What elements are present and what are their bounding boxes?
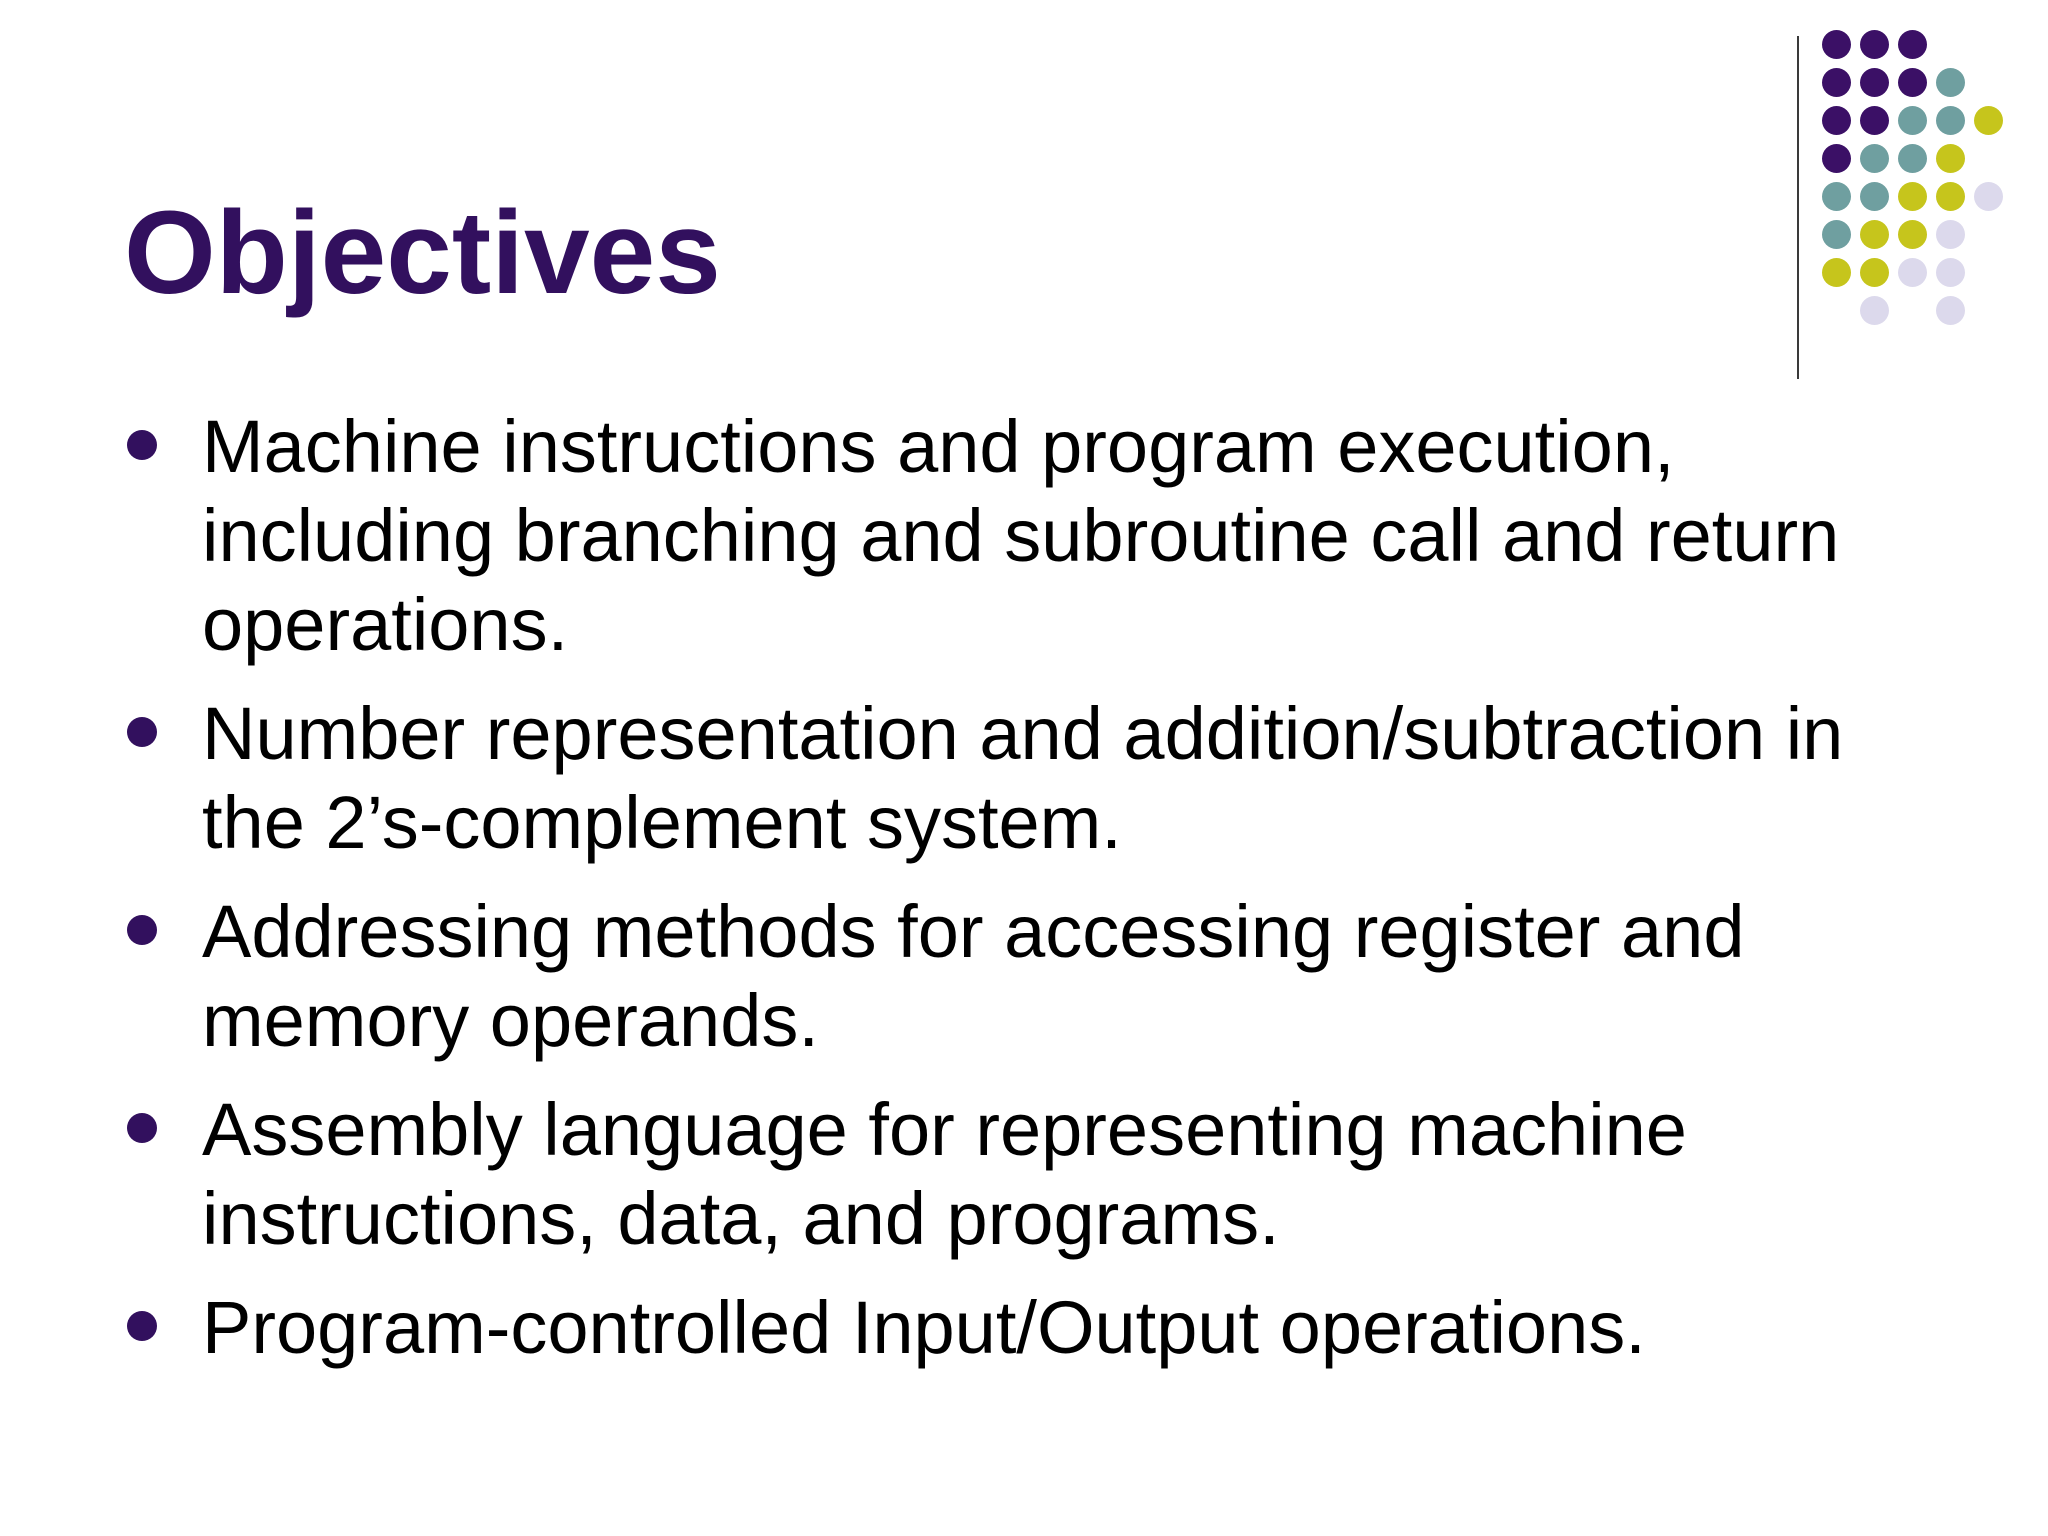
teal-dot-icon xyxy=(1860,144,1889,173)
teal-dot-icon xyxy=(1822,220,1851,249)
teal-dot-icon xyxy=(1898,106,1927,135)
purple-dot-icon xyxy=(1860,30,1889,59)
olive-dot-icon xyxy=(1974,106,2003,135)
olive-dot-icon xyxy=(1822,258,1851,287)
purple-dot-icon xyxy=(1860,106,1889,135)
bullet-item xyxy=(124,887,1924,1065)
decorative-dot-grid xyxy=(1822,30,2042,340)
olive-dot-icon xyxy=(1860,220,1889,249)
bullet-marker-icon xyxy=(127,717,157,747)
bullet-text: Machine instructions and program execution, including branching and subroutine call and return operations. xyxy=(202,405,1840,666)
purple-dot-icon xyxy=(1860,68,1889,97)
bullet-marker-icon xyxy=(127,1311,157,1341)
slide-title: Objectives xyxy=(124,187,721,319)
vertical-divider xyxy=(1797,36,1799,379)
teal-dot-icon xyxy=(1860,182,1889,211)
purple-dot-icon xyxy=(1822,144,1851,173)
bullet-text: Addressing methods for accessing register and memory operands. xyxy=(202,890,1745,1062)
purple-dot-icon xyxy=(1822,106,1851,135)
lavender-dot-icon xyxy=(1898,258,1927,287)
olive-dot-icon xyxy=(1860,258,1889,287)
bullet-marker-icon xyxy=(127,915,157,945)
olive-dot-icon xyxy=(1898,220,1927,249)
teal-dot-icon xyxy=(1936,106,1965,135)
bullet-text: Number representation and addition/subtraction in the 2’s-complement system. xyxy=(202,692,1844,864)
purple-dot-icon xyxy=(1898,30,1927,59)
lavender-dot-icon xyxy=(1974,182,2003,211)
bullet-item xyxy=(124,1085,1924,1263)
bullet-text: Program-controlled Input/Output operations. xyxy=(202,1286,1646,1369)
bullet-marker-icon xyxy=(127,1113,157,1143)
teal-dot-icon xyxy=(1936,68,1965,97)
lavender-dot-icon xyxy=(1936,296,1965,325)
bullet-item xyxy=(124,1283,1924,1372)
lavender-dot-icon xyxy=(1860,296,1889,325)
teal-dot-icon xyxy=(1822,182,1851,211)
lavender-dot-icon xyxy=(1936,258,1965,287)
bullet-list xyxy=(124,402,1924,1392)
lavender-dot-icon xyxy=(1936,220,1965,249)
olive-dot-icon xyxy=(1936,182,1965,211)
purple-dot-icon xyxy=(1822,68,1851,97)
bullet-item xyxy=(124,402,1924,669)
bullet-item xyxy=(124,689,1924,867)
olive-dot-icon xyxy=(1898,182,1927,211)
olive-dot-icon xyxy=(1936,144,1965,173)
bullet-marker-icon xyxy=(127,430,157,460)
purple-dot-icon xyxy=(1898,68,1927,97)
teal-dot-icon xyxy=(1898,144,1927,173)
purple-dot-icon xyxy=(1822,30,1851,59)
bullet-text: Assembly language for representing machine instructions, data, and programs. xyxy=(202,1088,1687,1260)
